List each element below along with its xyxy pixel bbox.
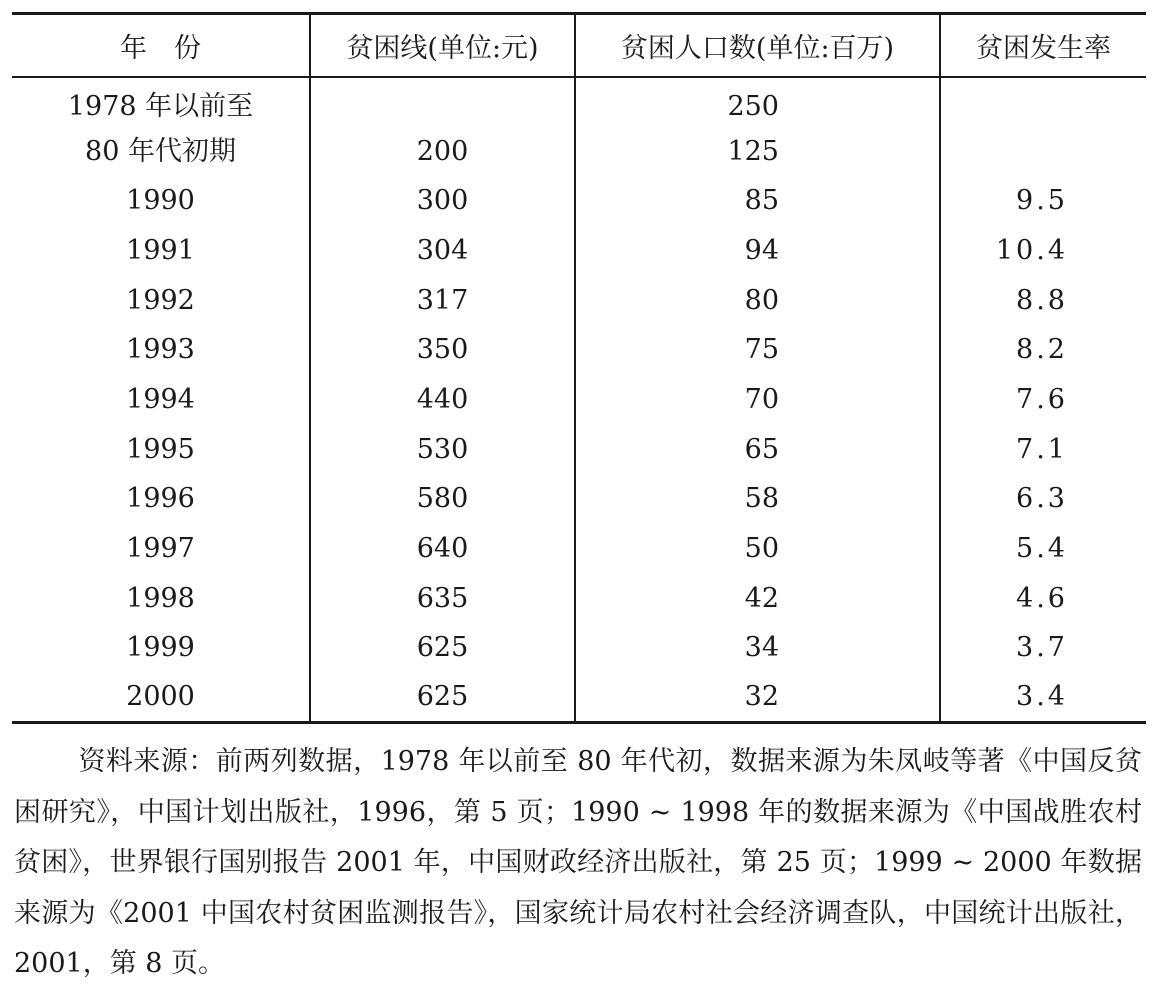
cell-poverty-line: 317	[310, 275, 575, 325]
cell-year: 1991	[126, 234, 195, 266]
cell-poverty-line: 200	[310, 126, 575, 176]
cell-poverty-line: 580	[310, 474, 575, 524]
cell-poverty-population: 125	[575, 126, 940, 176]
cell-poverty-population: 85	[575, 176, 940, 226]
cell-poverty-rate: 6.3	[940, 474, 1146, 524]
cell-poverty-population: 70	[575, 375, 940, 425]
cell-poverty-line: 300	[310, 176, 575, 226]
cell-poverty-population: 80	[575, 275, 940, 325]
cell-year: 1995	[126, 433, 195, 465]
cell-poverty-rate: 7.6	[940, 375, 1146, 425]
table-row	[12, 226, 1146, 276]
cell-poverty-line: 640	[310, 524, 575, 574]
cell-year: 1997	[126, 533, 195, 565]
header-poverty-population: 贫困人口数(单位:百万)	[575, 14, 940, 77]
cell-poverty-population: 94	[575, 226, 940, 276]
cell-poverty-rate	[940, 126, 1146, 176]
cell-year: 2000	[12, 673, 310, 723]
cell-poverty-population: 42	[575, 573, 940, 623]
cell-poverty-population: 58	[575, 474, 940, 524]
header-year: 年 份	[12, 14, 310, 77]
table-row	[12, 573, 1146, 623]
cell-year: 1992	[126, 284, 195, 316]
cell-year: 1998	[126, 582, 195, 614]
cell-poverty-rate: 8.2	[940, 325, 1146, 375]
cell-year: 1999	[126, 632, 195, 664]
cell-poverty-line: 530	[310, 424, 575, 474]
cell-poverty-line: 440	[310, 375, 575, 425]
cell-year: 1990	[126, 185, 195, 217]
cell-poverty-line: 304	[310, 226, 575, 276]
source-note	[14, 737, 1142, 990]
cell-year: 80 年代初期	[85, 135, 236, 167]
cell-poverty-line: 625	[310, 623, 575, 673]
table-row	[12, 474, 1146, 524]
cell-poverty-rate	[940, 77, 1146, 127]
table-row	[12, 176, 1146, 226]
cell-poverty-rate: 3.4	[940, 673, 1146, 723]
poverty-table	[12, 12, 1146, 724]
cell-poverty-population: 34	[575, 623, 940, 673]
cell-poverty-population: 250	[575, 77, 940, 127]
table-row	[12, 524, 1146, 574]
cell-poverty-line: 635	[310, 573, 575, 623]
cell-poverty-population: 65	[575, 424, 940, 474]
table-row	[12, 325, 1146, 375]
table-row	[12, 623, 1146, 673]
cell-poverty-rate: 3.7	[940, 623, 1146, 673]
cell-poverty-population: 50	[575, 524, 940, 574]
header-poverty-rate: 贫困发生率	[940, 14, 1146, 77]
cell-year: 1994	[126, 383, 195, 415]
cell-poverty-rate: 8.8	[940, 275, 1146, 325]
table-row	[12, 275, 1146, 325]
header-poverty-line: 贫困线(单位:元)	[310, 14, 575, 77]
table-row	[12, 375, 1146, 425]
table-row	[12, 126, 1146, 176]
cell-poverty-line	[310, 77, 575, 127]
cell-poverty-line: 625	[310, 673, 575, 723]
source-note-text: 资料来源：前两列数据，1978 年以前至 80 年代初，数据来源为朱凤岐等著《中国反贫困研究》，中国计划出版社，1996，第 5 页；1990 ~ 1998 年的数据来源为《中国战胜农村贫困》，世界银行国别报告 2001 年，中国财政经济出版社，第 25 页；1999 ~ 2000 年数据来源为《2001 中国农村贫困监测报告》，国家统计局农村社会经济调查队，中国统计出版社，2001，第 8 页。	[14, 746, 1142, 979]
cell-year: 1978 年以前至	[67, 91, 254, 123]
table-header-row	[12, 14, 1146, 77]
cell-poverty-line: 350	[310, 325, 575, 375]
cell-poverty-rate: 7.1	[940, 424, 1146, 474]
cell-year: 1993	[126, 334, 195, 366]
table-row	[12, 673, 1146, 723]
cell-poverty-rate: 4.6	[940, 573, 1146, 623]
cell-poverty-population: 75	[575, 325, 940, 375]
cell-poverty-rate: 10.4	[940, 226, 1146, 276]
table-row	[12, 424, 1146, 474]
cell-poverty-rate: 5.4	[940, 524, 1146, 574]
cell-poverty-rate: 9.5	[940, 176, 1146, 226]
cell-poverty-population: 32	[575, 673, 940, 723]
cell-year: 1996	[126, 483, 195, 515]
table-row	[12, 77, 1146, 127]
